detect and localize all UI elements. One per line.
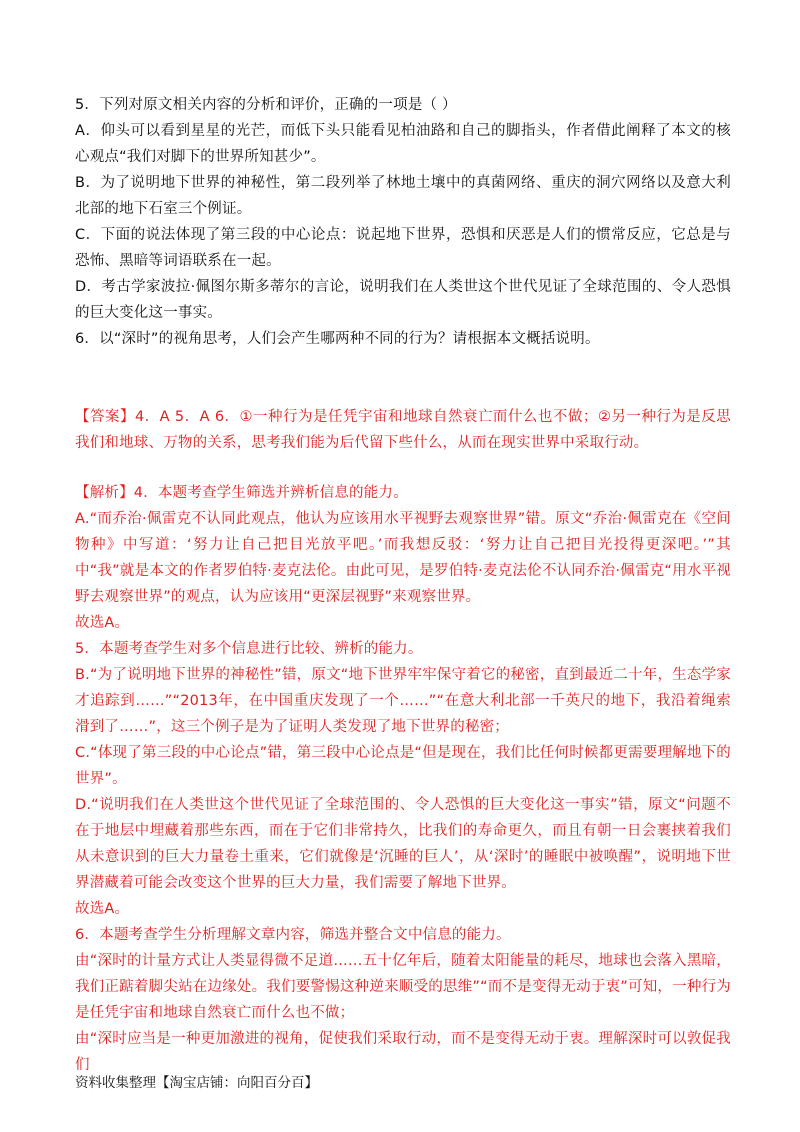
analysis-q5-d: D.“说明我们在人类世这个世代见证了全球范围的、令人恐惧的巨大变化这一事实”错，原文“问题不在于地层中埋藏着那些东西，而在于它们非常持久，比我们的寿命更久，而且有朝一日会裹挟着我们从未意识到的巨大力量卷土重来，它们就像是‘沉睡的巨人’，从‘深时’的睡眠中被唤醒”，说明地下世界潜藏着可能会改变这个世界的巨大力量，我们需要了解地下世界。 [75,797,731,891]
analysis-q6-paragraph-2: 由“深时应当是一种更加激进的视角，促使我们采取行动，而不是变得无动于衷。理解深时可以敦促我们 [75,1031,731,1073]
analysis-q6-paragraph-1: 由“深时的计量方式让人类显得微不足道……五十亿年后，随着太阳能量的耗尽，地球也会落入黑暗，我们正踮着脚尖站在边缘处。我们要警惕这种逆来顺受的思维”“而不是变得无动于衷”可知，一种行为是任凭宇宙和地球自然衰亡而什么也不做； [75,953,731,1021]
section-spacer [75,456,731,480]
question-6-stem: 6．以“深时”的视角思考，人们会产生哪两种不同的行为？请根据本文概括说明。 [75,331,600,347]
question-5-option-c: C．下面的说法体现了第三段的中心论点：说起地下世界，恐惧和厌恶是人们的惯常反应，它总是与恐怖、黑暗等词语联系在一起。 [75,227,731,269]
analysis-q5-c: C.“体现了第三段的中心论点”错，第三段中心论点是“但是现在，我们比任何时候都更需要理解地下的世界”。 [75,745,731,787]
section-spacer [75,352,731,404]
analysis-q4-body: A.“而乔治·佩雷克不认同此观点，他认为应该用水平视野去观察世界”错。原文“乔治·佩雷克在《空间物种》中写道：‘努力让自己把目光放平吧。’而我想反驳：‘努力让自己把目光投得更深吧。’”其中“我”就是本文的作者罗伯特·麦克法伦。由此可见，是罗伯特·麦克法伦不认同乔治·佩雷克“用水平视野去观察世界”的观点，认为应该用“更深层视野”来观察世界。 [75,511,731,605]
analysis-q4-choice: 故选A。 [75,615,130,631]
document-body [75,92,731,1078]
analysis-q5-header: 5．本题考查学生对多个信息进行比较、辨析的能力。 [75,641,423,657]
analysis-q5-b: B.“为了说明地下世界的神秘性”错，原文“地下世界牢牢保守着它的秘密，直到最近二十年，生态学家才追踪到……”“2013年，在中国重庆发现了一个……”“在意大利北部一千英尺的地下，我沿着绳索滑到了……”，这三个例子是为了证明人类发现了地下世界的秘密； [75,667,731,735]
page-footer: 资料收集整理【淘宝店铺：向阳百分百】 [75,1075,318,1091]
analysis-q5-choice: 故选A。 [75,901,130,917]
question-5-option-d: D．考古学家波拉·佩图尔斯多蒂尔的言论，说明我们在人类世这个世代见证了全球范围的、令人恐惧的巨大变化这一事实。 [75,279,731,321]
question-5-stem: 5．下列对原文相关内容的分析和评价，正确的一项是（ ） [75,97,457,113]
analysis-header: 【解析】4．本题考查学生筛选并辨析信息的能力。 [75,485,408,501]
answer-block: 【答案】4．A 5．A 6．①一种行为是任凭宇宙和地球自然衰亡而什么也不做；②另一种行为是反思我们和地球、万物的关系，思考我们能为后代留下些什么，从而在现实世界中采取行动。 [75,409,731,451]
question-5-option-b: B．为了说明地下世界的神秘性，第二段列举了林地土壤中的真菌网络、重庆的洞穴网络以及意大利北部的地下石室三个例证。 [75,175,731,217]
analysis-q6-header: 6．本题考查学生分析理解文章内容，筛选并整合文中信息的能力。 [75,927,511,943]
question-5-option-a: A．仰头可以看到星星的光芒，而低下头只能看见柏油路和自己的脚指头，作者借此阐释了本文的核心观点“我们对脚下的世界所知甚少”。 [75,123,731,165]
